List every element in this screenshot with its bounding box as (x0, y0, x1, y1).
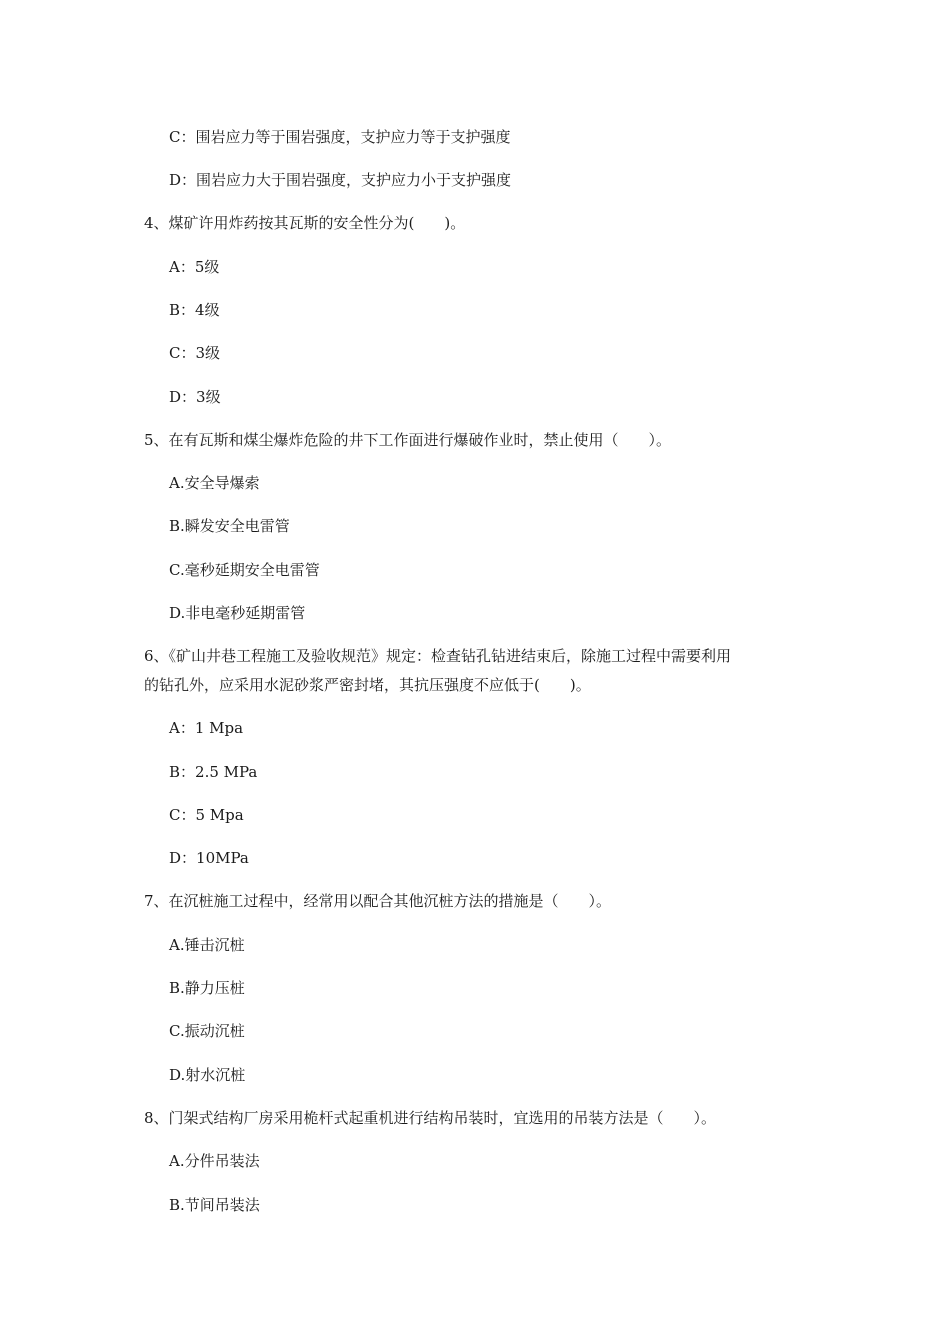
q5-option-d: D.非电毫秒延期雷管 (169, 604, 306, 622)
q7-option-d: D.射水沉桩 (169, 1066, 246, 1084)
q6-stem-line1: 6、《矿山井巷工程施工及验收规范》规定：检查钻孔钻进结束后，除施工过程中需要利用 (144, 647, 732, 665)
q6-option-a: A：1 Mpa (169, 719, 244, 737)
q8-option-b: B.节间吊装法 (169, 1196, 260, 1214)
q5-option-c: C.毫秒延期安全电雷管 (169, 561, 320, 579)
q5-option-b: B.瞬发安全电雷管 (169, 517, 290, 535)
q6-stem-line2: 的钻孔外，应采用水泥砂浆严密封堵，其抗压强度不应低于( )。 (144, 676, 591, 694)
q5-stem: 5、在有瓦斯和煤尘爆炸危险的井下工作面进行爆破作业时，禁止使用（ ）。 (144, 431, 672, 449)
q7-option-c: C.振动沉桩 (169, 1022, 245, 1040)
q7-option-a: A.锤击沉桩 (169, 936, 245, 954)
q3-option-d: D：围岩应力大于围岩强度，支护应力小于支护强度 (169, 171, 512, 189)
q7-option-b: B.静力压桩 (169, 979, 245, 997)
q3-option-c: C：围岩应力等于围岩强度，支护应力等于支护强度 (169, 128, 511, 146)
q8-stem: 8、门架式结构厂房采用桅杆式起重机进行结构吊装时，宜选用的吊装方法是（ ）。 (144, 1109, 717, 1127)
q6-option-d: D：10MPa (169, 849, 249, 867)
q7-stem: 7、在沉桩施工过程中，经常用以配合其他沉桩方法的措施是（ ）。 (144, 892, 612, 910)
q4-option-c: C：3级 (169, 344, 221, 362)
q4-option-a: A：5级 (169, 258, 220, 276)
q4-option-d: D：3级 (169, 388, 221, 406)
q4-option-b: B：4级 (169, 301, 220, 319)
q4-stem: 4、煤矿许用炸药按其瓦斯的安全性分为( )。 (144, 214, 466, 232)
q6-option-b: B：2.5 MPa (169, 763, 258, 781)
q5-option-a: A.安全导爆索 (169, 474, 260, 492)
q6-option-c: C：5 Mpa (169, 806, 244, 824)
q8-option-a: A.分件吊装法 (169, 1152, 260, 1170)
